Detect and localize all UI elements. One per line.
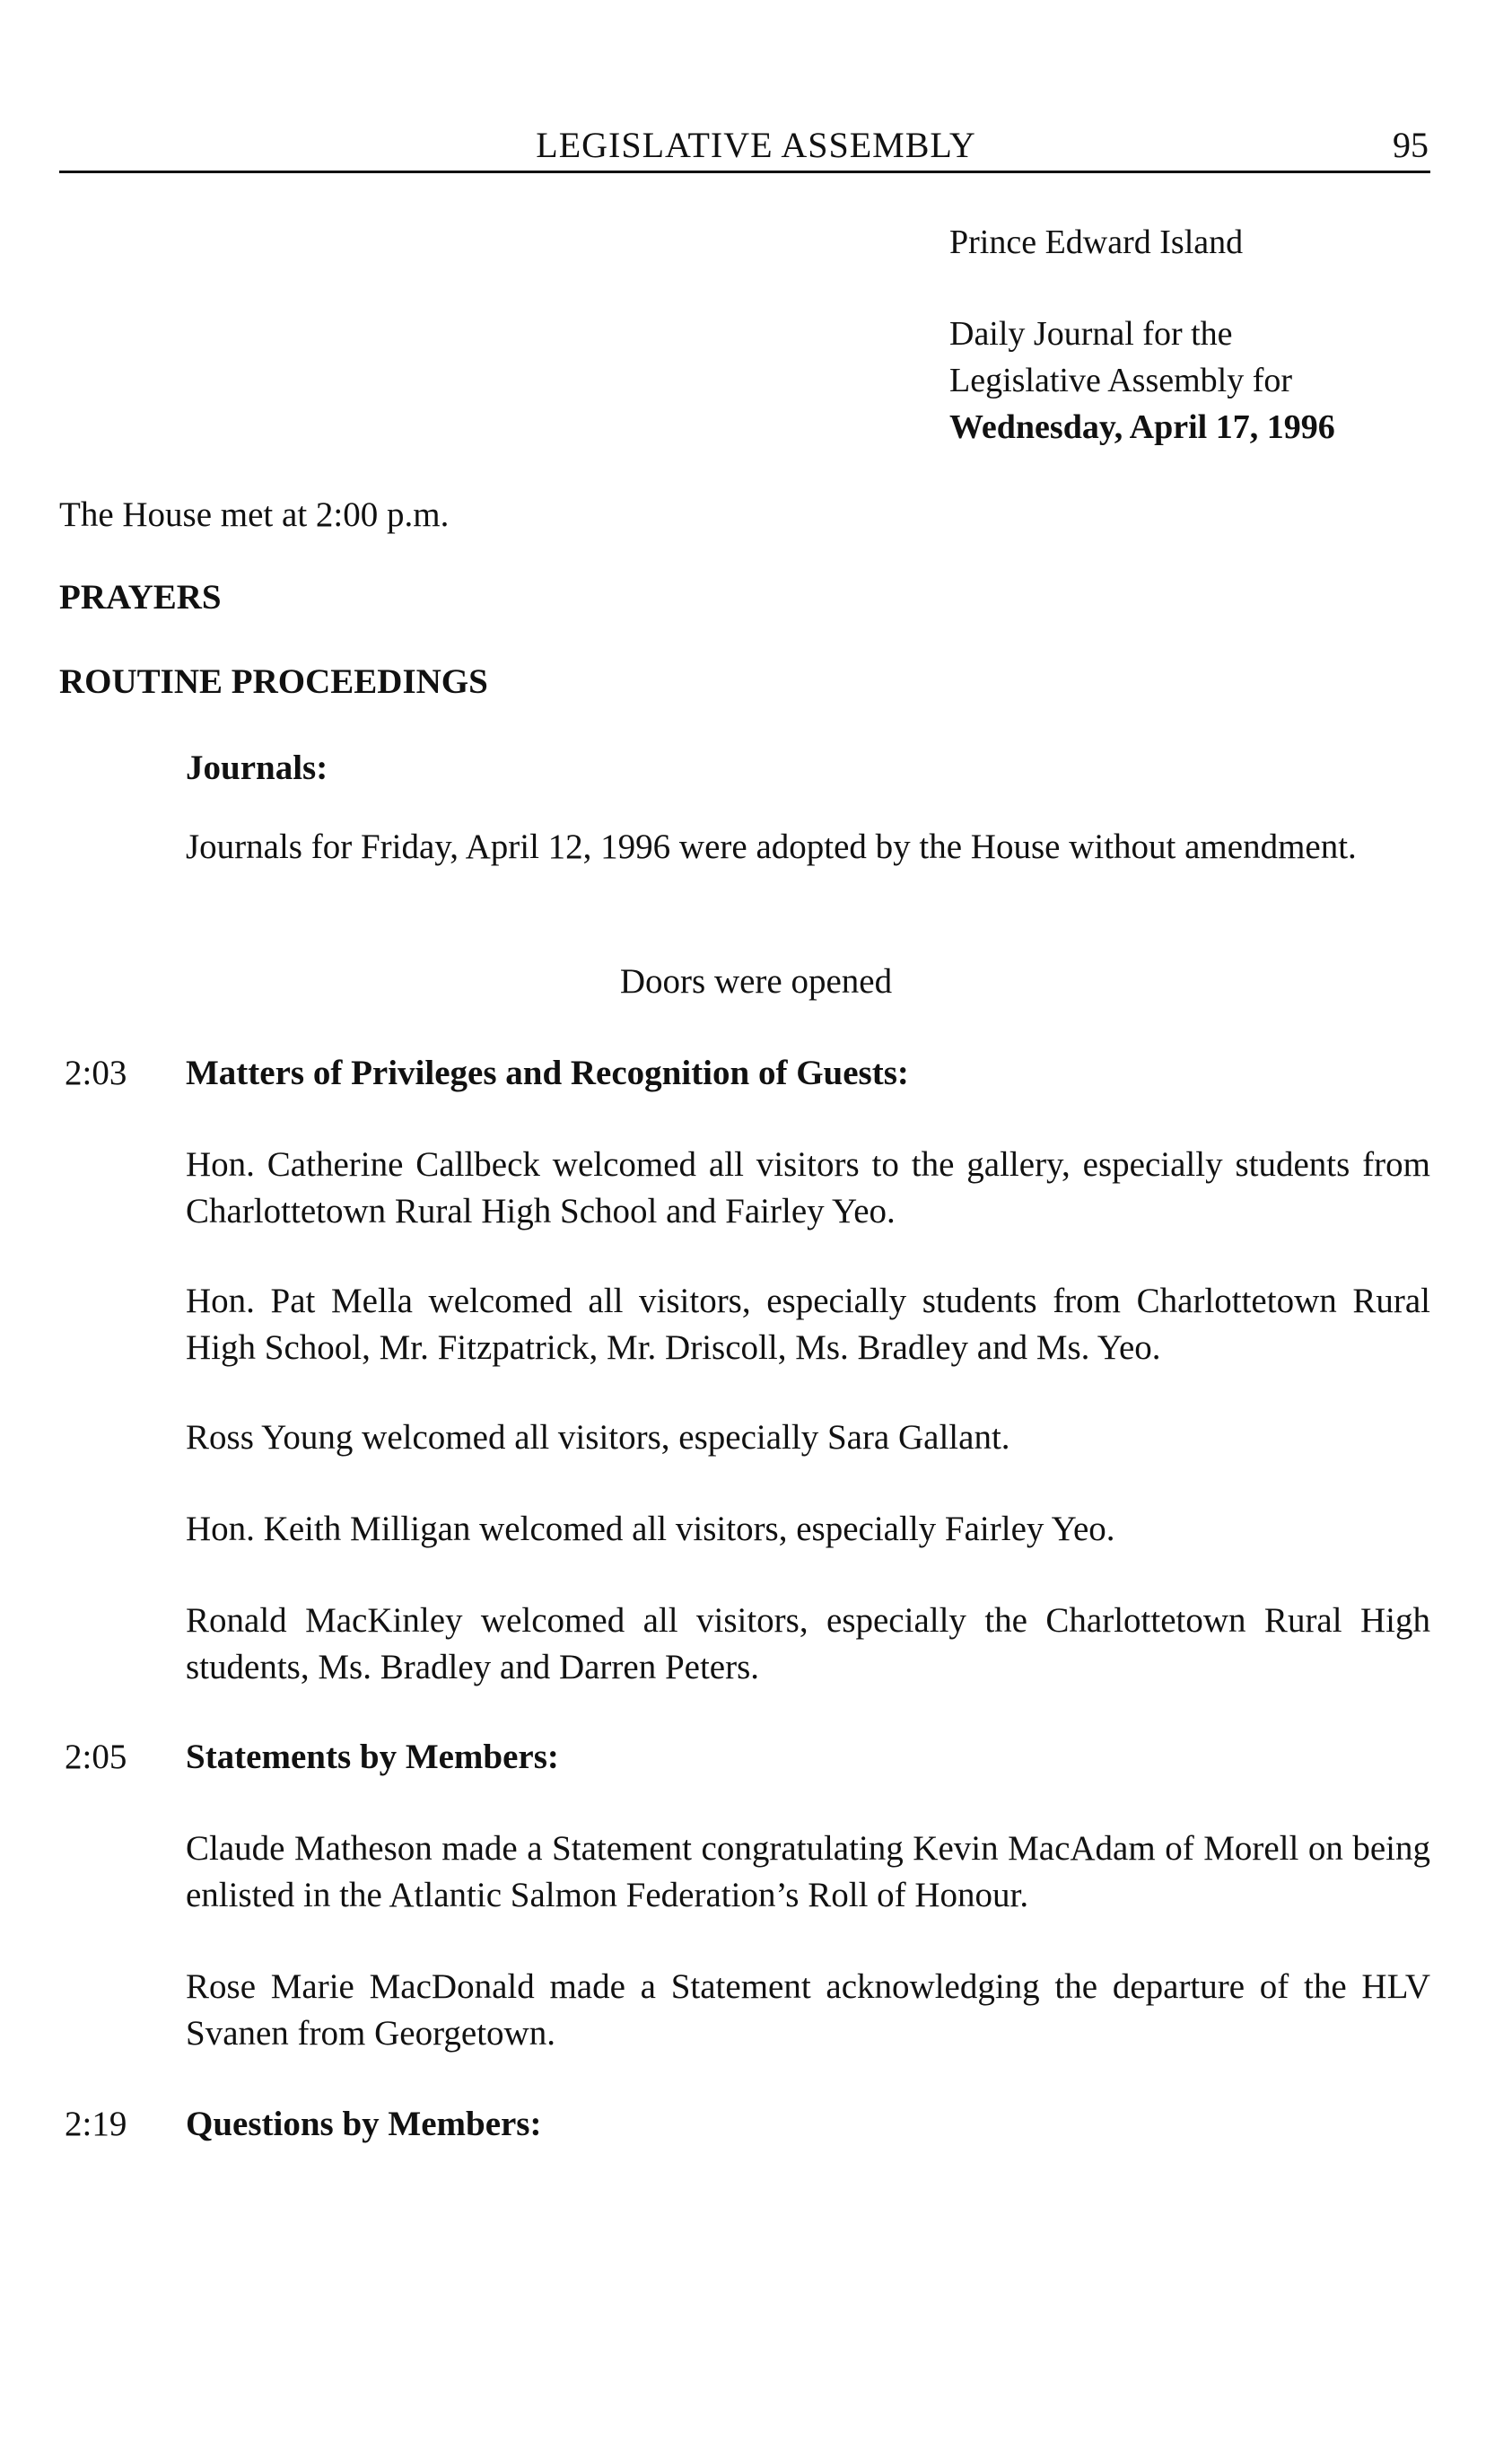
prayers-heading: PRAYERS (59, 578, 222, 617)
privileges-item: Ronald MacKinley welcomed all visitors, especially the Charlottetown Rural High students, Ms. Bradley and Darren Peters. (186, 1601, 1430, 1686)
running-header-title: LEGISLATIVE ASSEMBLY (536, 125, 976, 165)
journal-date: Wednesday, April 17, 1996 (949, 408, 1335, 446)
privileges-item: Ross Young welcomed all visitors, especially Sara Gallant. (186, 1418, 1010, 1457)
questions-heading: Questions by Members: (186, 2105, 542, 2143)
privileges-heading: Matters of Privileges and Recognition of Guests: (186, 1054, 909, 1092)
journal-title-line-2: Legislative Assembly for (949, 362, 1293, 399)
time-stamp-statements: 2:05 (65, 1738, 127, 1776)
time-stamp-questions: 2:19 (65, 2105, 127, 2143)
journals-heading: Journals: (186, 749, 328, 787)
statements-item: Claude Matheson made a Statement congratulating Kevin MacAdam of Morell on being enlisted in the Atlantic Salmon Federation’s Roll of Honour. (186, 1829, 1430, 1914)
header-rule (59, 171, 1430, 173)
statements-item: Rose Marie MacDonald made a Statement acknowledging the departure of the HLV Svanen from Georgetown. (186, 1967, 1430, 2053)
time-stamp-privileges: 2:03 (65, 1054, 127, 1092)
privileges-item: Hon. Keith Milligan welcomed all visitors, especially Fairley Yeo. (186, 1510, 1115, 1548)
page-number: 95 (1393, 125, 1429, 165)
privileges-item: Hon. Pat Mella welcomed all visitors, especially students from Charlottetown Rural High School, Mr. Fitzpatrick, Mr. Driscoll, Ms. Bradley and Ms. Yeo. (186, 1282, 1430, 1367)
routine-proceedings-heading: ROUTINE PROCEEDINGS (59, 662, 488, 701)
journals-text: Journals for Friday, April 12, 1996 were adopted by the House without amendment. (186, 827, 1357, 866)
doors-opened-note: Doors were opened (619, 962, 893, 1001)
house-met-line: The House met at 2:00 p.m. (59, 495, 450, 534)
statements-heading: Statements by Members: (186, 1738, 559, 1776)
journal-title-line-1: Daily Journal for the (949, 315, 1233, 353)
province-name: Prince Edward Island (949, 223, 1244, 261)
privileges-item: Hon. Catherine Callbeck welcomed all visitors to the gallery, especially students from Charlottetown Rural High School and Fairley Yeo. (186, 1145, 1430, 1230)
